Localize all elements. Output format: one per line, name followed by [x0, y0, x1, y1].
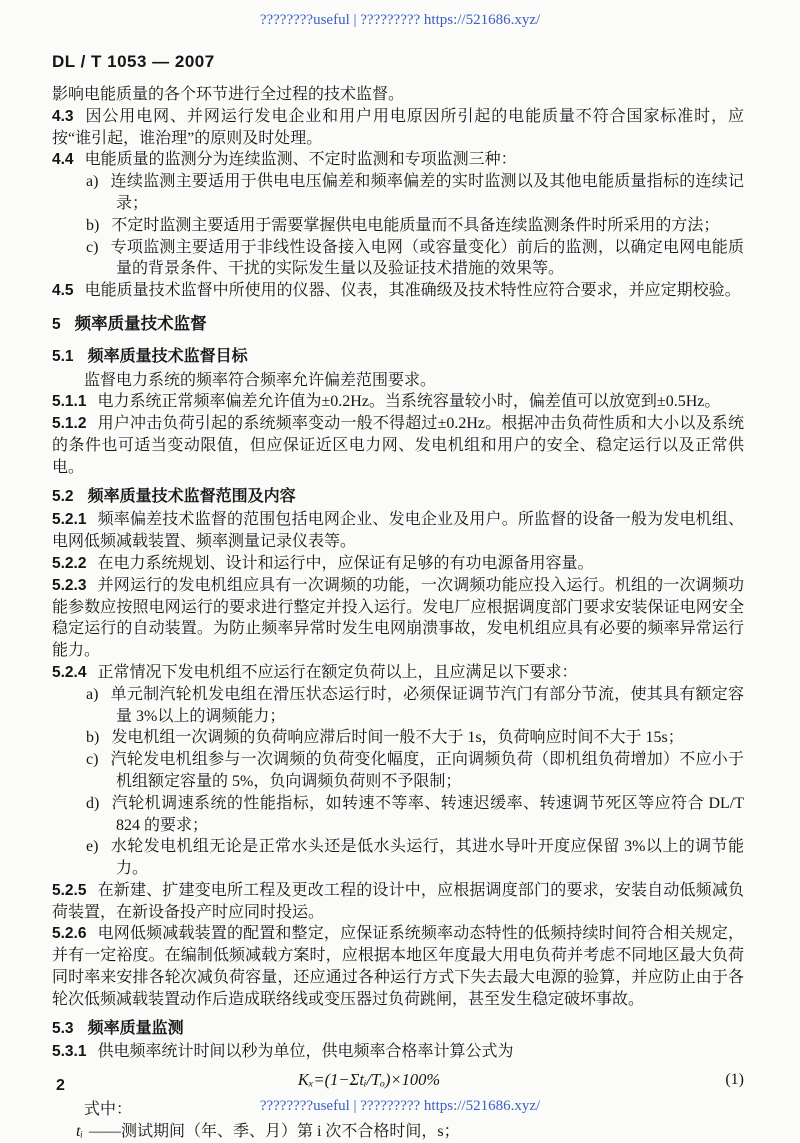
clause-number: 5.2.5 — [52, 881, 87, 899]
clause-number: 5.2.2 — [52, 554, 87, 572]
clause-number: 4.4 — [52, 151, 74, 169]
section-heading-5-2 — [52, 486, 744, 508]
item-text: 不定时监测主要适用于需要掌握供电电能质量而不具备连续监测条件时所采用的方法； — [111, 216, 720, 234]
clause-5-3-1 — [52, 1041, 744, 1063]
clause-number: 4.3 — [52, 107, 74, 125]
list-item-5-2-4-d — [86, 793, 744, 837]
item-letter: c) — [86, 238, 99, 256]
term-symbol: tᵢ — [76, 1123, 83, 1141]
formula-1-row — [52, 1070, 744, 1090]
clause-text: 在新建、扩建变电所工程及更改工程的设计中，应根据调度部门的要求，安装自动低频减负荷装置，在新设备投产时应同时投运。 — [52, 881, 744, 921]
watermark-link-top[interactable]: ????????useful | ????????? https://521686.xyz/ — [259, 12, 541, 28]
clause-5-1-2 — [52, 413, 744, 478]
item-letter: b) — [86, 729, 100, 747]
doc-number: DL / T 1053 — 2007 — [52, 52, 215, 71]
clause-5-2-2 — [52, 553, 744, 575]
list-item-4-4-a — [86, 171, 744, 215]
item-text: 汽轮发电机组参与一次调频的负荷变化幅度，正向调频负荷（即机组负荷增加）不应小于机组额定容量的 5%，负向调频负荷则不予限制； — [110, 751, 744, 790]
clause-text: 电能质量的监测分为连续监测、不定时监测和专项监测三种： — [84, 151, 517, 169]
list-item-5-2-4-e — [86, 836, 744, 880]
term-description: ——测试期间（年、季、月）第 i 次不合格时间，s； — [88, 1123, 460, 1141]
section-number: 5.3 — [52, 1019, 74, 1037]
clause-number: 5.3.1 — [52, 1043, 87, 1061]
section-number: 5.1 — [52, 347, 74, 365]
item-text: 连续监测主要适用于供电电压偏差和频率偏差的实时监测以及其他电能质量指标的连续记录； — [110, 173, 744, 212]
section-heading-5 — [52, 314, 744, 336]
item-text: 专项监测主要适用于非线性设备接入电网（或容量变化）前后的监测，以确定电网电能质量的背景条件、干扰的实际发生量以及验证技术措施的效果等。 — [110, 238, 744, 278]
clause-number: 5.1.2 — [52, 415, 87, 433]
clause-text: 用户冲击负荷引起的系统频率变动一般不得超过±0.2Hz。根据冲击负荷性质和大小以及系统的条件也可适当变动限值，但应保证近区电力网、发电机组和用户的安全、稳定运行以及正常供电。 — [52, 415, 744, 476]
clause-number: 5.2.6 — [52, 925, 87, 943]
item-text: 水轮发电机组无论是正常水头还是低水头运行，其进水导叶开度应保留 3%以上的调节能力。 — [110, 838, 744, 878]
clause-text: 电能质量技术监督中所使用的仪器、仪表，其准确级及技术特性应符合要求，并应定期校验。 — [84, 282, 741, 300]
section-title: 频率质量技术监督目标 — [87, 347, 248, 365]
formula-expression: Kₓ=(1−Σtᵢ/Tₒ)×100% — [297, 1070, 441, 1090]
watermark-link-bottom[interactable]: ????????useful | ????????? https://521686.xyz/ — [259, 1098, 541, 1114]
item-text: 单元制汽轮机发电组在滑压状态运行时，必须保证调节汽门有部分节流，使其具有额定容量 3%以上的调频能力； — [110, 685, 744, 725]
clause-text: 并网运行的发电机组应具有一次调频的功能，一次调频功能应投入运行。机组的一次调频功能参数应按照电网运行的要求进行整定并投入运行。发电厂应根据调度部门要求安装保证电网安全稳定运行的自动装置。为防止频率异常时发生电网崩溃事故，发电机组应具有必要的频率异常运行能力。 — [52, 576, 744, 660]
item-text: 发电机组一次调频的负荷响应滞后时间一般不大于 1s，负荷响应时间不大于 15s； — [111, 729, 684, 747]
item-letter: d) — [86, 794, 100, 812]
clause-5-2-6 — [52, 923, 744, 1010]
clause-number: 5.1.1 — [52, 393, 87, 411]
list-item-5-2-4-b — [86, 727, 744, 749]
clause-text: 正常情况下发电机组不应运行在额定负荷以上，且应满足以下要求： — [97, 663, 578, 681]
item-letter: a) — [86, 685, 99, 703]
section-heading-5-1 — [52, 346, 744, 368]
clause-4-4 — [52, 149, 744, 171]
paragraph-text: 监督电力系统的频率符合频率允许偏差范围要求。 — [84, 371, 437, 389]
section-heading-5-3 — [52, 1018, 744, 1040]
section-number: 5 — [52, 315, 61, 333]
clause-text: 因公用电网、并网运行发电企业和用户用电原因所引起的电能质量不符合国家标准时，应按“谁引起，谁治理”的原则及时处理。 — [52, 107, 744, 147]
list-item-5-2-4-c — [86, 749, 744, 793]
section-number: 5.2 — [52, 487, 74, 505]
item-letter: e) — [86, 838, 99, 856]
clause-text: 电网低频减载装置的配置和整定，应保证系统频率动态特性的低频持续时间符合相关规定，并有一定裕度。在编制低频减载方案时，应根据本地区年度最大用电负荷并考虑不同地区最大负荷同时率来安排各轮次减负荷容量，还应通过各种运行方式下失去最大电源的验算，并应防止由于各轮次低频减载装置动作后造成联络线或变压器过负荷跳闸，甚至发生稳定破坏事故。 — [52, 925, 744, 1008]
clause-5-1-1 — [52, 391, 744, 413]
equation-number: (1) — [725, 1071, 744, 1089]
clause-5-2-3 — [52, 575, 744, 662]
clause-text: 供电频率统计时间以秒为单位，供电频率合格率计算公式为 — [97, 1043, 514, 1061]
clause-5-2-4 — [52, 662, 744, 684]
clause-5-2-5 — [52, 880, 744, 924]
clause-number: 5.2.3 — [52, 576, 87, 594]
paragraph-intro — [52, 84, 744, 106]
item-letter: a) — [86, 173, 99, 191]
item-letter: c) — [86, 751, 99, 769]
list-item-4-4-c — [86, 237, 744, 281]
clause-4-5 — [52, 280, 744, 302]
section-title: 频率质量技术监督 — [74, 314, 207, 333]
section-title: 频率质量监测 — [87, 1019, 184, 1037]
item-letter: b) — [86, 216, 100, 234]
list-item-4-4-b — [86, 215, 744, 237]
paragraph-5-1 — [52, 370, 744, 392]
clause-number: 5.2.4 — [52, 663, 87, 681]
where-text: 式中： — [84, 1101, 133, 1119]
clause-5-2-1 — [52, 509, 744, 553]
list-item-5-2-4-a — [86, 684, 744, 728]
clause-number: 5.2.1 — [52, 511, 87, 529]
clause-4-3 — [52, 106, 744, 150]
paragraph-text: 影响电能质量的各个环节进行全过程的技术监督。 — [52, 86, 405, 103]
clause-text: 频率偏差技术监督的范围包括电网企业、发电企业及用户。所监督的设备一般为发电机组、电网低频减载装置、频率测量记录仪表等。 — [52, 511, 744, 551]
clause-text: 电力系统正常频率偏差允许值为±0.2Hz。当系统容量较小时，偏差值可以放宽到±0.5Hz。 — [97, 393, 721, 411]
clause-number: 4.5 — [52, 282, 74, 300]
clause-text: 在电力系统规划、设计和运行中，应保证有足够的有功电源备用容量。 — [97, 554, 594, 572]
item-text: 汽轮机调速系统的性能指标，如转速不等率、转速迟缓率、转速调节死区等应符合 DL/T 824 的要求； — [111, 794, 744, 834]
term-definition-ti — [76, 1121, 744, 1143]
page-number: 2 — [56, 1077, 65, 1094]
document-page — [52, 52, 744, 1143]
section-title: 频率质量技术监督范围及内容 — [87, 487, 296, 505]
